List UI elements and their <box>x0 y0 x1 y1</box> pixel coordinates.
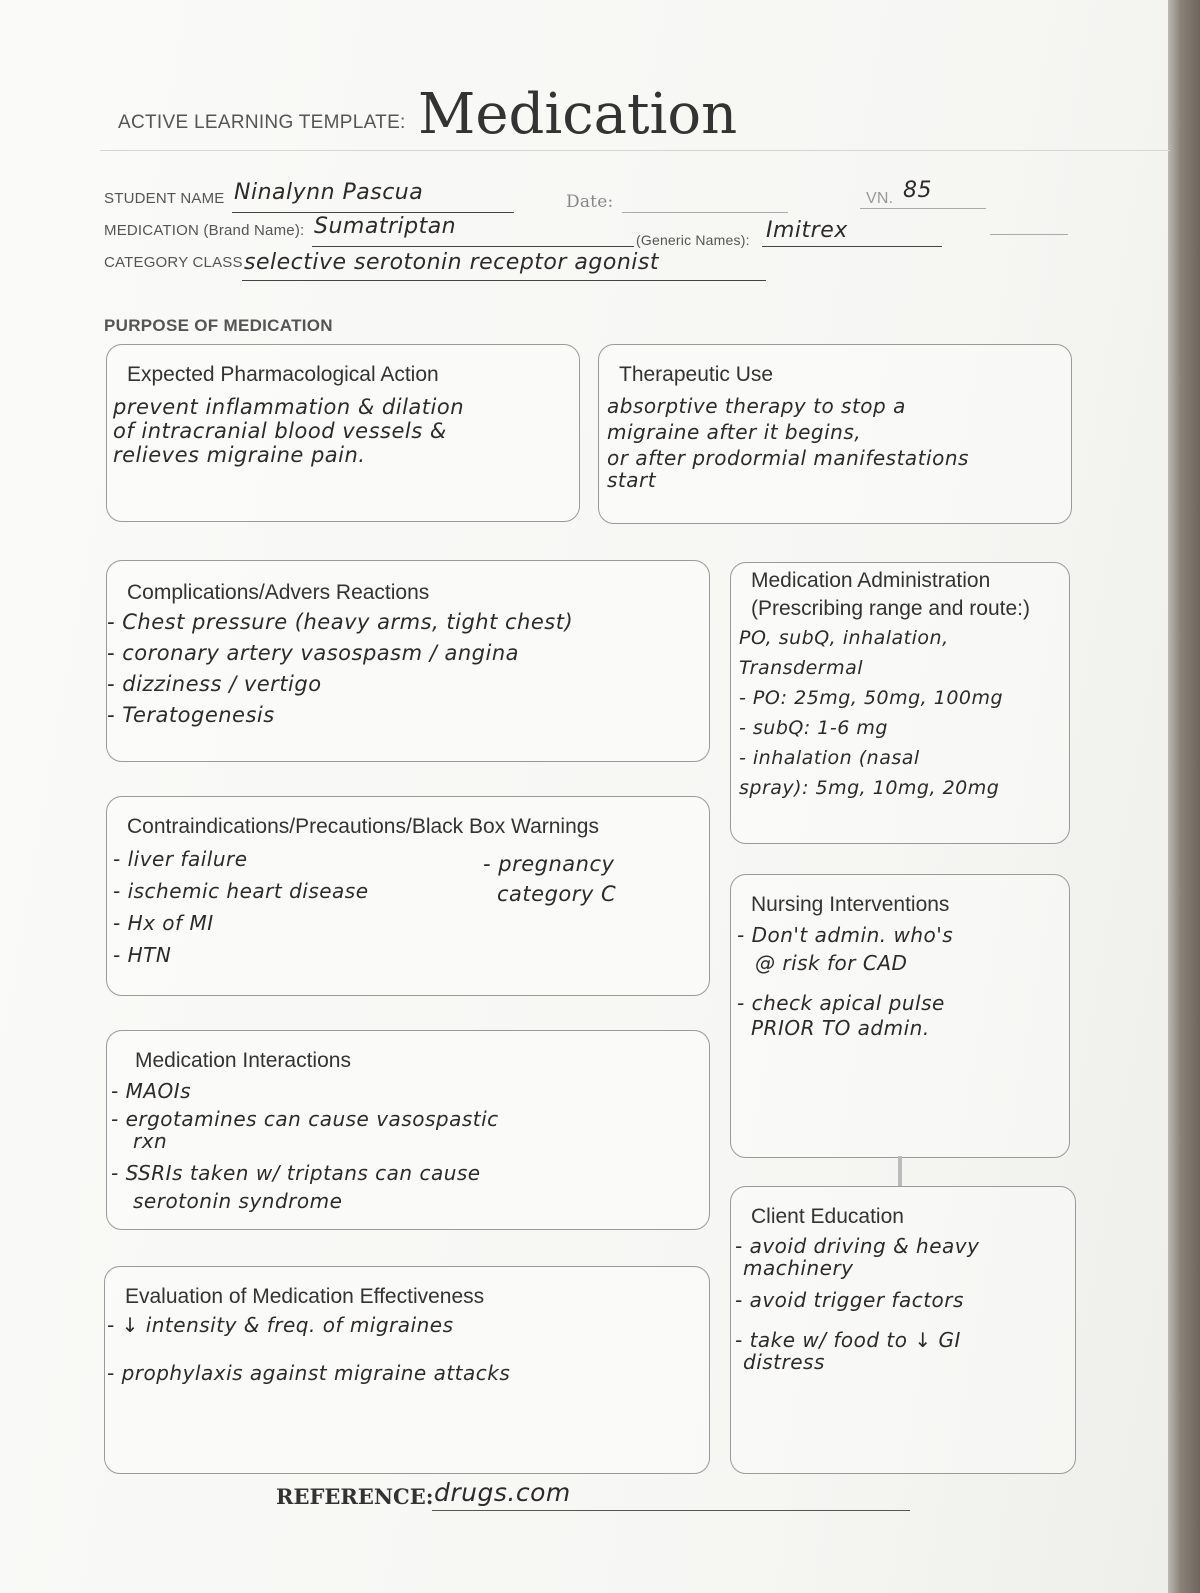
medication-value[interactable]: Sumatriptan <box>314 214 457 239</box>
template-title: Medication <box>418 82 738 147</box>
student-name-value[interactable]: Ninalynn Pascua <box>234 180 424 205</box>
contraindications-box <box>106 796 710 996</box>
evaluation-box <box>104 1266 710 1474</box>
category-value[interactable]: selective serotonin receptor agonist <box>244 250 659 275</box>
generic-value[interactable]: Imitrex <box>766 218 848 243</box>
therapeutic-use-box <box>598 344 1072 524</box>
client-education-title: Client Education <box>751 1205 904 1228</box>
complications-notes[interactable]: - Chest pressure (heavy arms, tight chest) - coronary artery vasospasm / angina - dizziness / vertigo - Teratogenesis <box>107 610 574 727</box>
contraindications-notes-left[interactable]: - liver failure - ischemic heart disease - Hx of MI - HTN <box>113 847 369 967</box>
contraindications-title: Contraindications/Precautions/Black Box Warnings <box>127 815 599 838</box>
evaluation-notes[interactable]: - ↓ intensity & freq. of migraines - prophylaxis against migraine attacks <box>107 1313 511 1385</box>
student-name-label: STUDENT NAME <box>104 190 225 207</box>
box-connector <box>898 1156 902 1186</box>
nursing-notes[interactable]: - Don't admin. who's @ risk for CAD - check apical pulse PRIOR TO admin. <box>737 923 954 1040</box>
extra-line <box>990 234 1068 235</box>
administration-notes[interactable]: PO, subQ, inhalation, Transdermal - PO: 25mg, 50mg, 100mg - subQ: 1-6 mg - inhalation (nasal spray): 5mg, 10mg, 20mg <box>739 627 1004 799</box>
date-line <box>622 212 788 213</box>
generic-label: (Generic Names): <box>636 232 750 248</box>
category-label: CATEGORY CLASS <box>104 254 243 271</box>
medication-label: MEDICATION (Brand Name): <box>104 222 305 239</box>
vn-label: VN. <box>866 190 894 207</box>
student-name-line <box>232 212 514 213</box>
expected-action-notes[interactable]: prevent inflammation & dilation of intracranial blood vessels & relieves migraine pain. <box>113 395 465 467</box>
administration-title: Medication Administration <box>751 569 991 592</box>
therapeutic-use-notes[interactable]: absorptive therapy to stop a migraine after it begins, or after prodormial manifestations start <box>607 394 969 492</box>
expected-action-title: Expected Pharmacological Action <box>127 363 439 386</box>
medication-line <box>312 246 634 247</box>
evaluation-title: Evaluation of Medication Effectiveness <box>125 1285 485 1308</box>
reference-line <box>432 1510 910 1511</box>
nursing-box <box>730 874 1070 1158</box>
header-divider <box>100 150 1170 151</box>
vn-value[interactable]: 85 <box>903 178 932 203</box>
nursing-title: Nursing Interventions <box>751 893 950 916</box>
complications-title: Complications/Advers Reactions <box>127 581 430 604</box>
contraindications-notes-right[interactable]: - pregnancy category C <box>483 852 617 906</box>
reference-value[interactable]: drugs.com <box>434 1478 571 1507</box>
client-education-box <box>730 1186 1076 1474</box>
administration-subtitle: (Prescribing range and route:) <box>751 597 1030 620</box>
therapeutic-use-title: Therapeutic Use <box>619 363 774 386</box>
reference-label: REFERENCE: <box>276 1484 434 1509</box>
vn-line <box>860 208 986 209</box>
interactions-title: Medication Interactions <box>135 1049 351 1072</box>
administration-box <box>730 562 1070 844</box>
interactions-notes[interactable]: - MAOIs - ergotamines can cause vasospastic rxn - SSRIs taken w/ triptans can cause serotonin syndrome <box>111 1079 499 1213</box>
purpose-heading: PURPOSE OF MEDICATION <box>104 316 333 335</box>
category-line <box>242 280 766 281</box>
page-edge-shadow <box>1168 0 1200 1593</box>
generic-line <box>762 246 942 247</box>
interactions-box <box>106 1030 710 1230</box>
date-label: Date: <box>566 192 614 212</box>
complications-box <box>106 560 710 762</box>
client-education-notes[interactable]: - avoid driving & heavy machinery - avoid trigger factors - take w/ food to ↓ GI distress <box>735 1234 980 1374</box>
template-label: ACTIVE LEARNING TEMPLATE: <box>118 112 406 133</box>
expected-action-box <box>106 344 580 522</box>
